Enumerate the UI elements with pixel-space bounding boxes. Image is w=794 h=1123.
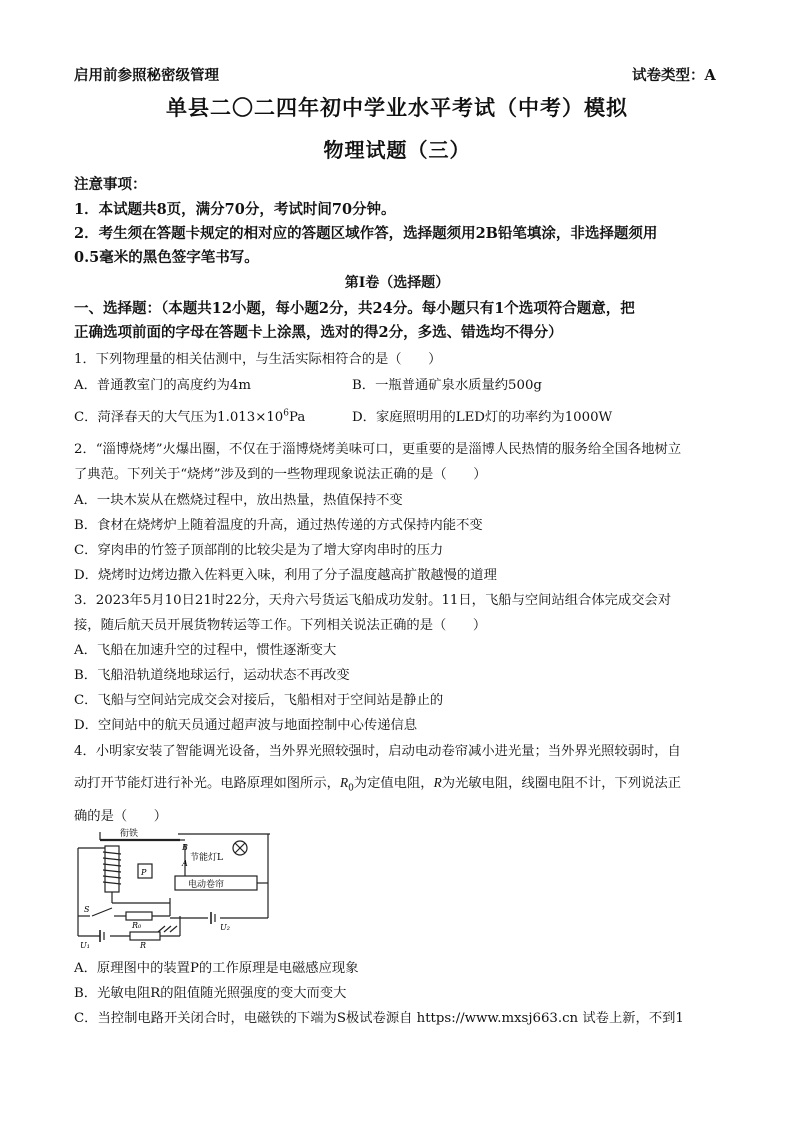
circuit-diagram — [70, 828, 270, 948]
exam-subtitle: 物理试题（三） — [323, 138, 471, 162]
q3-option-d: D．空间站中的航天员通过超声波与地面控制中心传递信息 — [74, 718, 418, 733]
q4-option-c: C．当控制电路开关闭合时，电磁铁的下端为S极试卷源自 https://www.mxsj663.cn 试卷上新，不到1 — [74, 1011, 684, 1026]
device-p-label: P — [141, 868, 147, 877]
curtain-label: 电动卷帘 — [188, 880, 225, 890]
q4-stem-line-3: 确的是（ ） — [74, 809, 168, 824]
q4-stem-line-2: 动打开节能灯进行补光。电路原理如图所示，$R_0$为定值电阻，R为光敏电阻，线圈电阻不计，下列说法正 — [74, 775, 682, 794]
q2-option-b: B．食材在烧烤炉上随着温度的升高，通过热传递的方式保持内能不变 — [74, 518, 483, 533]
q1-option-c: C．菏泽春天的大气压为$1.013\times 10^6Pa$ — [74, 408, 306, 425]
notice-item-1: 1．本试题共8页，满分70分，考试时间70分钟。 — [74, 201, 396, 218]
q3-stem-line-2: 接，随后航天员开展货物转运等工作。下列相关说法正确的是（ ） — [74, 618, 487, 633]
q4-option-a: A．原理图中的装置P的工作原理是电磁感应现象 — [74, 961, 359, 976]
contact-a-label: A — [182, 859, 188, 868]
q2-stem-line-2: 了典范。下列关于“烧烤”涉及到的一些物理现象说法正确的是（ ） — [74, 467, 487, 482]
notice-heading: 注意事项： — [74, 176, 147, 193]
q3-option-a: A．飞船在加速升空的过程中，惯性逐渐变大 — [74, 643, 337, 658]
q1-option-a: A．普通教室门的高度约为4m — [74, 378, 251, 393]
notice-item-2-line-2: 0.5毫米的黑色签字笔书写。 — [74, 249, 259, 266]
confidential-label: 启用前参照秘密级管理 — [74, 67, 219, 84]
q1-stem: 1．下列物理量的相关估测中，与生活实际相符合的是（ ） — [74, 352, 442, 367]
resistor-r0-label: R₀ — [132, 921, 142, 930]
q4-option-b: B．光敏电阻R的阻值随光照强度的变大而变大 — [74, 986, 347, 1001]
source-u2-label: U₂ — [220, 923, 230, 932]
lamp-label: 节能灯L — [190, 853, 223, 863]
section-title: 第Ⅰ卷（选择题） — [344, 275, 450, 291]
section-intro-line-1: 一、选择题：（本题共12小题，每小题2分，共24分。每小题只有1个选项符合题意，把 — [74, 300, 635, 317]
q2-option-c: C．穿肉串的竹签子顶部削的比较尖是为了增大穿肉串时的压力 — [74, 543, 444, 558]
q3-option-b: B．飞船沿轨道绕地球运行，运动状态不再改变 — [74, 668, 350, 683]
q1-option-b: B．一瓶普通矿泉水质量约500g — [352, 378, 542, 393]
q3-option-c: C．飞船与空间站完成交会对接后，飞船相对于空间站是静止的 — [74, 693, 444, 708]
q2-option-d: D．烧烤时边烤边撒入佐料更入味，利用了分子温度越高扩散越慢的道理 — [74, 568, 497, 583]
q2-option-a: A．一块木炭从在燃烧过程中，放出热量，热值保持不变 — [74, 493, 403, 508]
notice-item-2-line-1: 2．考生须在答题卡规定的相对应的答题区域作答，选择题须用2B铅笔填涂，非选择题须用 — [74, 225, 658, 242]
q3-stem-line-1: 3．2023年5月10日21时22分，天舟六号货运飞船成功发射。11日，飞船与空间站组合体完成交会对 — [74, 593, 672, 608]
contact-b-label: B — [182, 843, 188, 852]
q2-stem-line-1: 2．“淄博烧烤”火爆出圈，不仅在于淄博烧烤美味可口，更重要的是淄博人民热情的服务给全国各地树立 — [74, 442, 682, 457]
q1-option-d: D．家庭照明用的LED灯的功率约为1000W — [352, 410, 613, 425]
q4-stem-line-1: 4．小明家安装了智能调光设备，当外界光照较强时，启动电动卷帘减小进光量；当外界光照较弱时，自 — [74, 744, 681, 759]
exam-title: 单县二〇二四年初中学业水平考试（中考）模拟 — [166, 95, 628, 120]
paper-type-label: 试卷类型：A — [632, 67, 716, 84]
switch-s-label: S — [84, 905, 90, 914]
armature-label: 衔铁 — [120, 829, 139, 839]
source-u1-label: U₁ — [80, 941, 90, 948]
section-intro-line-2: 正确选项前面的字母在答题卡上涂黑，选对的得2分，多选、错选均不得分） — [74, 324, 563, 341]
resistor-r-label: R — [140, 941, 147, 948]
